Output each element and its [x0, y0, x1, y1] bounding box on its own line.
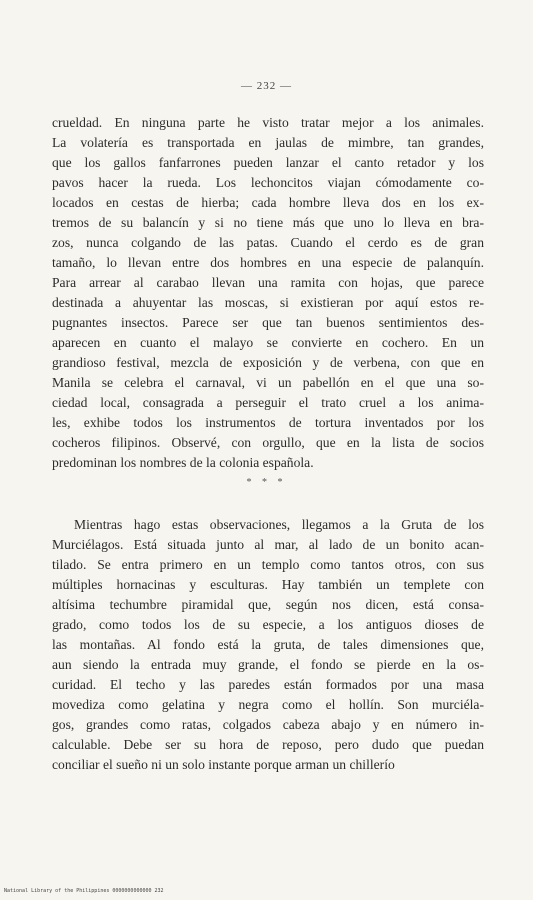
text-line: crueldad. En ninguna parte he visto tratar mejor a los animales. — [52, 115, 484, 130]
text-line: Para arrear al carabao llevan una ramita con hojas, que parece — [52, 275, 484, 290]
text-line: movediza como gelatina y negra como el hollín. Son murciéla- — [52, 697, 484, 712]
text-line: múltiples hornacinas y esculturas. Hay también un templete con — [52, 577, 484, 592]
text-line: pugnantes insectos. Parece ser que tan buenos sentimientos des- — [52, 315, 484, 330]
text-line: Mientras hago estas observaciones, llegamos a la Gruta de los — [74, 517, 484, 532]
text-line: calculable. Debe ser su hora de reposo, pero dudo que puedan — [52, 737, 484, 752]
text-line: curidad. El techo y las paredes están formados por una masa — [52, 677, 484, 692]
text-line: zos, nunca colgando de las patas. Cuando el cerdo es de gran — [52, 235, 484, 250]
text-line: les, exhibe todos los instrumentos de tortura inventados por los — [52, 415, 484, 430]
text-line: grandioso festival, mezcla de exposición y de verbena, con que en — [52, 355, 484, 370]
text-line: aun siendo la entrada muy grande, el fondo se pierde en la os- — [52, 657, 484, 672]
text-line: tamaño, lo llevan entre dos hombres en una especie de palanquín. — [52, 255, 484, 270]
library-footer: National Library of the Philippines 0000000000000 232 — [4, 888, 164, 894]
text-line: destinada a ahuyentar las moscas, si existieran por aquí estos re- — [52, 295, 484, 310]
section-separator: * * * — [246, 477, 287, 488]
paragraph-1 — [52, 113, 484, 473]
text-line: predominan los nombres de la colonia española. — [52, 455, 314, 470]
text-line: conciliar el sueño ni un solo instante porque arman un chillerío — [52, 757, 395, 772]
text-line: grado, como todos los de su especie, a los antiguos dioses de — [52, 617, 484, 632]
paragraph-2 — [52, 515, 484, 775]
text-line: tremos de su balancín y si no tiene más que uno lo lleva en bra- — [52, 215, 484, 230]
text-line: tilado. Se entra primero en un templo como tantos otros, con sus — [52, 557, 484, 572]
text-line: locados en cestas de hierba; cada hombre lleva dos en los ex- — [52, 195, 484, 210]
text-line: gos, grandes como ratas, colgados cabeza abajo y en número in- — [52, 717, 484, 732]
text-line: que los gallos fanfarrones pueden lanzar el canto retador y los — [52, 155, 484, 170]
page-number: — 232 — — [241, 80, 292, 92]
text-line: altísima techumbre piramidal que, según nos dicen, está consa- — [52, 597, 484, 612]
text-line: cocheros filipinos. Observé, con orgullo, que en la lista de socios — [52, 435, 484, 450]
text-line: Murciélagos. Está situada junto al mar, al lado de un bonito acan- — [52, 537, 484, 552]
text-line: ciedad local, consagrada a perseguir el trato cruel a los anima- — [52, 395, 484, 410]
text-line: pavos hacer la rueda. Los lechoncitos viajan cómodamente co- — [52, 175, 484, 190]
text-line: Manila se celebra el carnaval, vi un pabellón en el que una so- — [52, 375, 484, 390]
text-line: las montañas. Al fondo está la gruta, de tales dimensiones que, — [52, 637, 484, 652]
text-line: La volatería es transportada en jaulas de mimbre, tan grandes, — [52, 135, 484, 150]
text-line: aparecen en cuanto el malayo se convierte en cochero. En un — [52, 335, 484, 350]
